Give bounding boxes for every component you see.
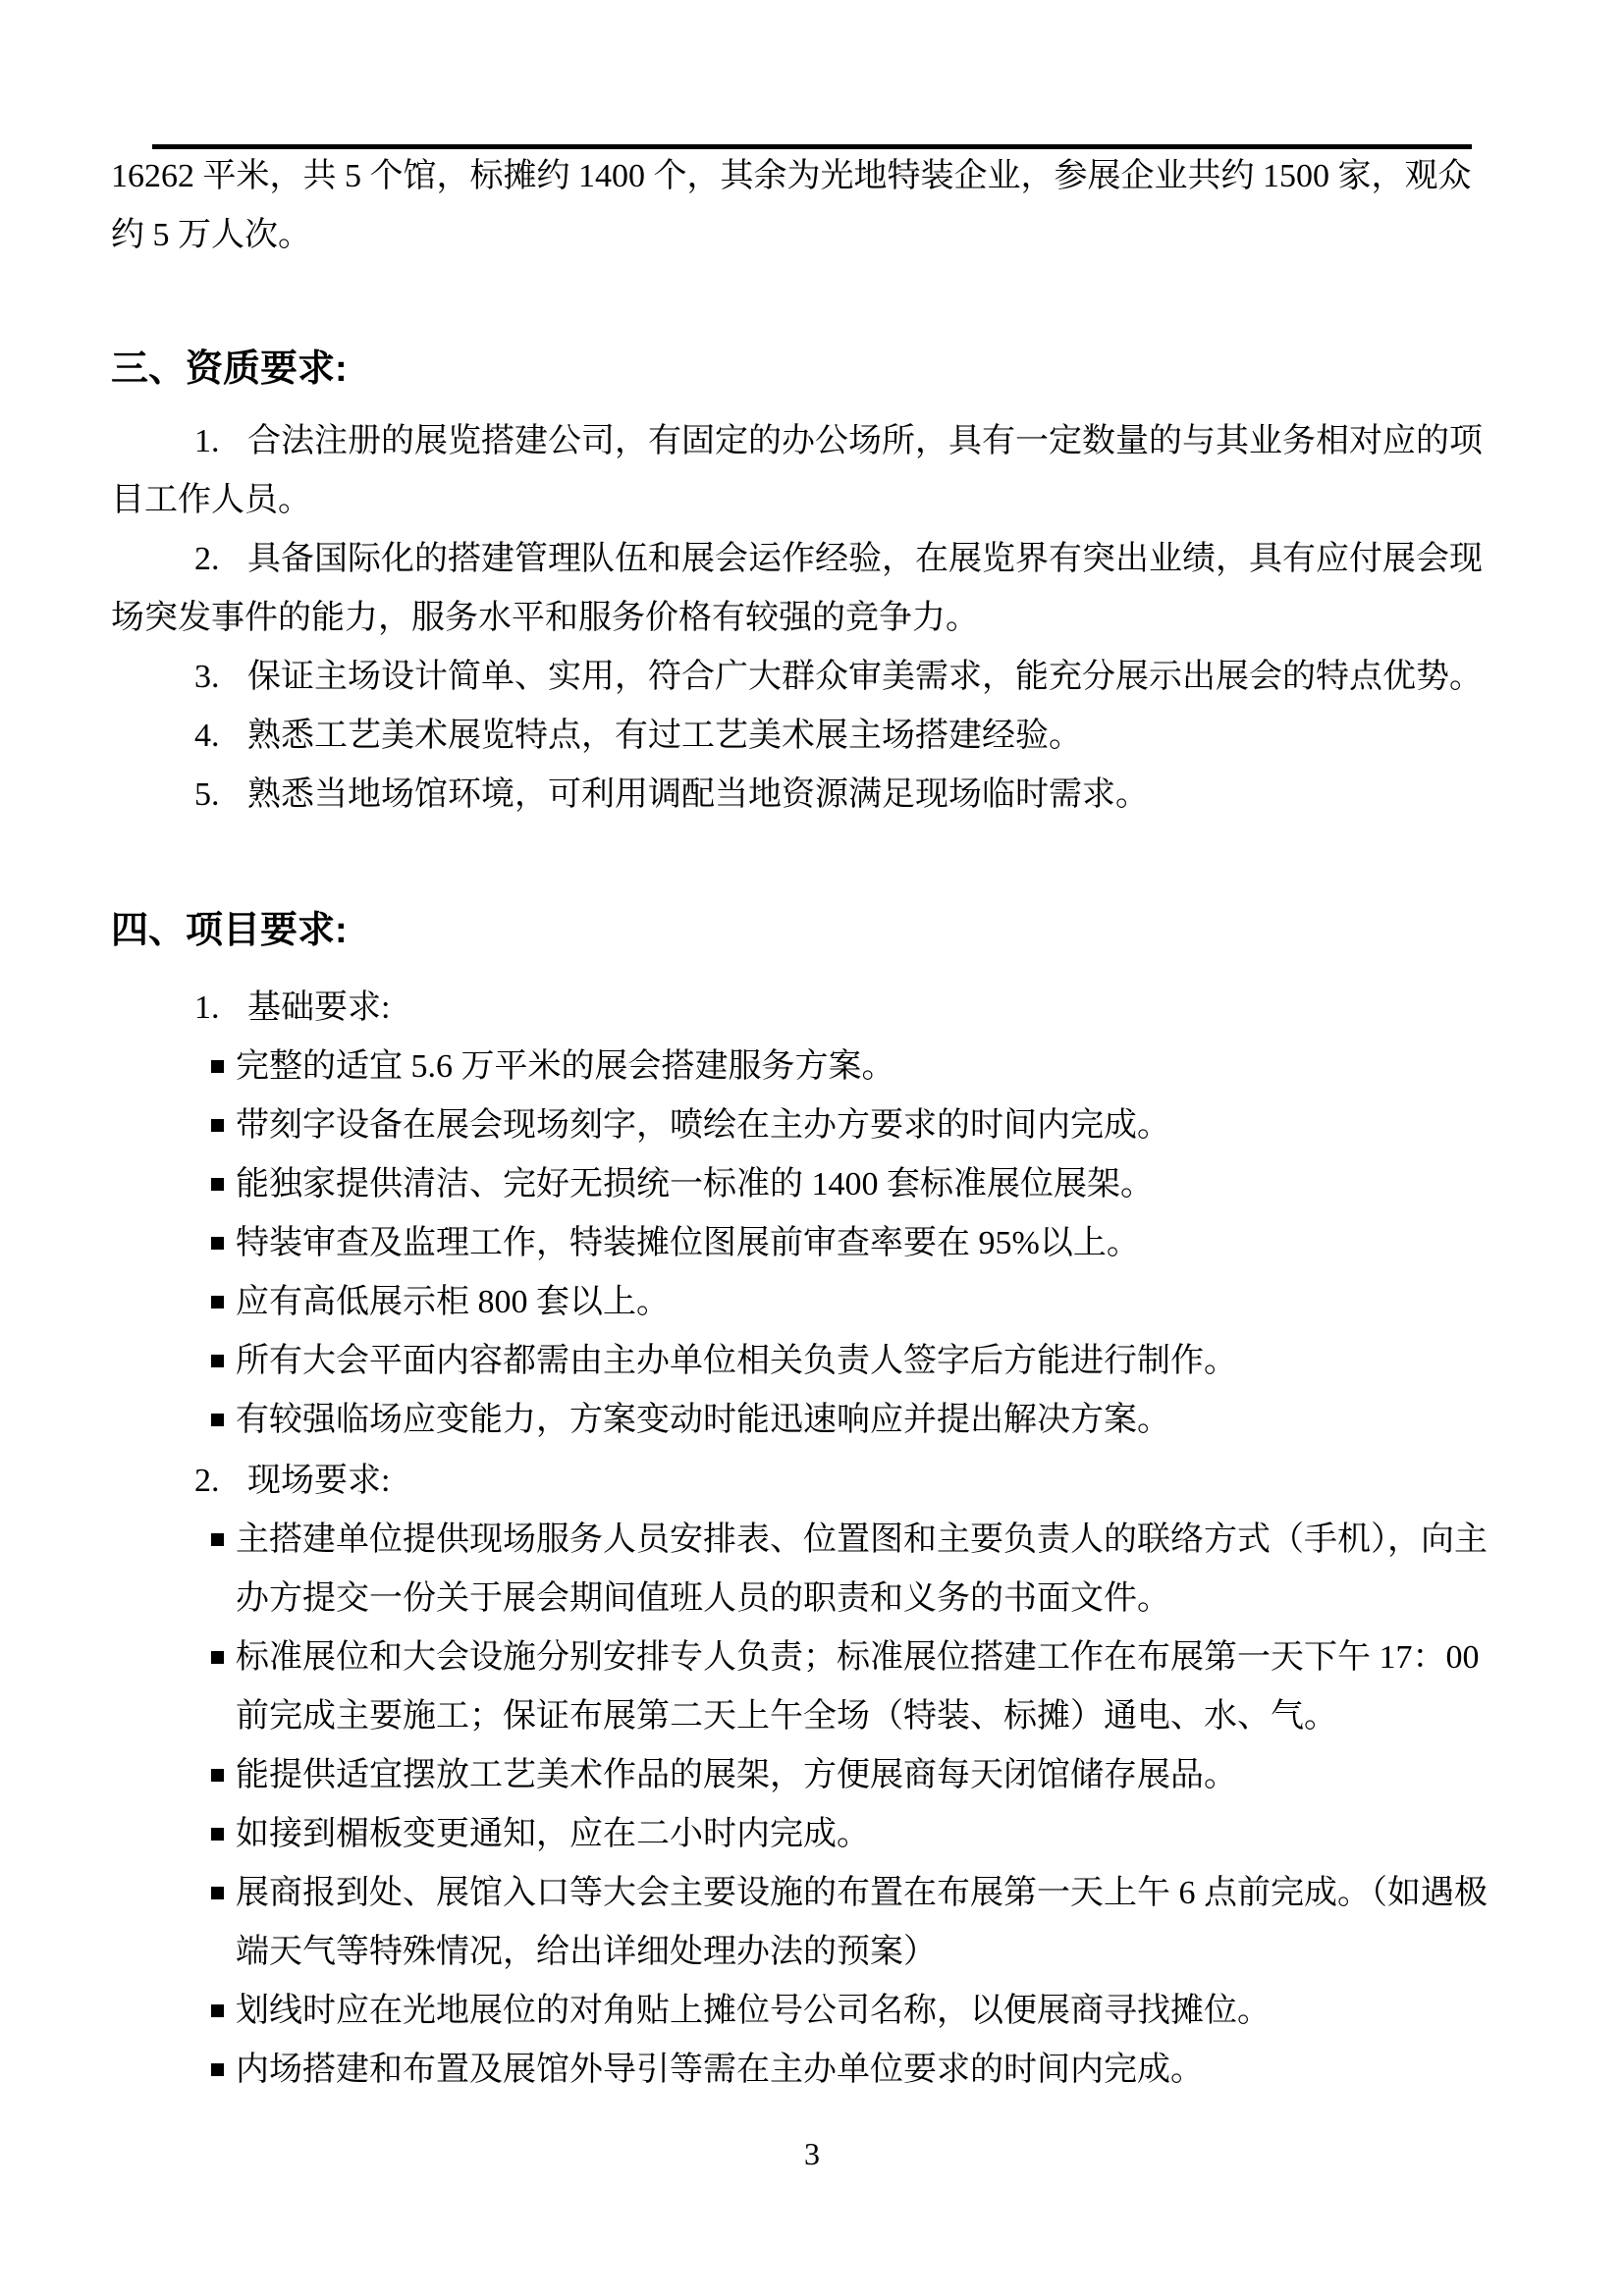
bullet-item [111, 1038, 1525, 1096]
bullet-square-icon [211, 2004, 224, 2017]
bullet-text: 划线时应在光地展位的对角贴上摊位号公司名称，以便展商寻找摊位。 [236, 1993, 1271, 2029]
bullet-line: 前完成主要施工；保证布展第二天上午全场（特装、标摊）通电、水、气。 [236, 1698, 1337, 1735]
bullet-text: 带刻字设备在展会现场刻字，喷绘在主办方要求的时间内完成。 [236, 1107, 1170, 1144]
bullet-square-icon [211, 1296, 224, 1308]
section-heading-qualifications: 三、资质要求: [111, 348, 348, 390]
item-text: 具备国际化的搭建管理队伍和展会运作经验，在展览界有突出业绩，具有应付展会现 [247, 541, 1483, 577]
bullet-text: 能独家提供清洁、完好无损统一标准的 1400 套标准展位展架。 [236, 1166, 1154, 1202]
item-number: 1. [194, 423, 220, 459]
subsection-title-onsite [111, 1452, 1525, 1511]
list-item-line: 场突发事件的能力，服务水平和服务价格有较强的竞争力。 [111, 600, 979, 636]
bullet-item [111, 1096, 1525, 1155]
bullet-text: 主搭建单位提供现场服务人员安排表、位置图和主要负责人的联络方式（手机），向主 [236, 1522, 1488, 1558]
list-item [111, 412, 1525, 530]
page-content [111, 147, 1525, 2100]
bullet-text: 完整的适宜 5.6 万平米的展会搭建服务方案。 [236, 1048, 895, 1085]
bullet-square-icon [211, 1355, 224, 1367]
bullet-square-icon [211, 1887, 224, 1899]
bullet-line [111, 1273, 1525, 1332]
bullet-line [111, 1511, 1525, 1570]
item-text: 保证主场设计简单、实用，符合广大群众审美需求，能充分展示出展会的特点优势。 [247, 659, 1483, 695]
page-number: 3 [804, 2136, 820, 2171]
list-item [111, 766, 1525, 825]
list-item [111, 707, 1525, 766]
bullet-item [111, 1982, 1525, 2041]
bullet-square-icon [211, 1119, 224, 1132]
bullet-text: 特装审查及监理工作，特装摊位图展前审查率要在 95%以上。 [236, 1225, 1140, 1261]
bullet-text: 能提供适宜摆放工艺美术作品的展架，方便展商每天闭馆储存展品。 [236, 1757, 1237, 1793]
bullet-item [111, 1273, 1525, 1332]
bullet-item [111, 1629, 1525, 1746]
bullet-square-icon [211, 2063, 224, 2076]
bullet-line: 端天气等特殊情况，给出详细处理办法的预案） [236, 1934, 937, 1970]
bullet-item [111, 1805, 1525, 1864]
bullet-text: 所有大会平面内容都需由主办单位相关负责人签字后方能进行制作。 [236, 1343, 1237, 1379]
subsection-number: 1. [194, 989, 220, 1026]
item-text: 合法注册的展览搭建公司，有固定的办公场所，具有一定数量的与其业务相对应的项 [247, 423, 1483, 459]
bullet-item [111, 1391, 1525, 1450]
paragraph-line: 16262 平米，共 5 个馆，标摊约 1400 个，其余为光地特装企业，参展企业共约 1500 家，观众 [111, 158, 1472, 194]
bullet-item [111, 1214, 1525, 1273]
subsection-number: 2. [194, 1463, 220, 1499]
bullet-item [111, 1746, 1525, 1805]
list-item-line [111, 530, 1525, 589]
bullet-item [111, 1332, 1525, 1391]
bullet-item [111, 1155, 1525, 1214]
item-text: 熟悉当地场馆环境，可利用调配当地资源满足现场临时需求。 [247, 776, 1149, 813]
bullet-text: 如接到楣板变更通知，应在二小时内完成。 [236, 1816, 870, 1852]
bullet-line [111, 1982, 1525, 2041]
bullet-line [111, 1038, 1525, 1096]
bullet-line: 办方提交一份关于展会期间值班人员的职责和义务的书面文件。 [236, 1580, 1170, 1617]
bullet-square-icon [211, 1178, 224, 1191]
bullet-text: 应有高低展示柜 800 套以上。 [236, 1284, 670, 1320]
bullet-line [111, 1746, 1525, 1805]
item-number: 2. [194, 541, 220, 577]
bullet-square-icon [211, 1828, 224, 1841]
bullet-item [111, 1511, 1525, 1629]
list-item-line [111, 648, 1525, 707]
bullet-text: 展商报到处、展馆入口等大会主要设施的布置在布展第一天上午 6 点前完成。（如遇极 [236, 1875, 1488, 1911]
subsection-title-text: 基础要求: [247, 989, 391, 1026]
bullet-line [111, 1096, 1525, 1155]
item-number: 4. [194, 718, 220, 754]
bullet-square-icon [211, 1651, 224, 1664]
list-item-line [111, 412, 1525, 471]
bullet-text: 内场搭建和布置及展馆外导引等需在主办单位要求的时间内完成。 [236, 2052, 1204, 2088]
bullet-text: 标准展位和大会设施分别安排专人负责；标准展位搭建工作在布展第一天下午 17：00 [236, 1639, 1480, 1676]
list-item [111, 530, 1525, 648]
list-item-line [111, 707, 1525, 766]
bullet-square-icon [211, 1769, 224, 1782]
bullet-square-icon [211, 1414, 224, 1426]
paragraph-line: 约 5 万人次。 [111, 217, 311, 253]
bullet-line [111, 1629, 1525, 1687]
list-item-line: 目工作人员。 [111, 482, 311, 518]
bullet-line [111, 2041, 1525, 2100]
bullet-line [111, 1155, 1525, 1214]
subsection-title-text: 现场要求: [247, 1463, 391, 1499]
list-item [111, 648, 1525, 707]
bullet-square-icon [211, 1237, 224, 1250]
bullet-square-icon [211, 1533, 224, 1546]
bullet-item [111, 1864, 1525, 1982]
list-item-line [111, 766, 1525, 825]
qualification-list [111, 412, 1525, 825]
item-number: 5. [194, 776, 220, 813]
subsection-title-basic [111, 979, 1525, 1038]
bullet-line [111, 1332, 1525, 1391]
bullet-square-icon [211, 1060, 224, 1073]
section-heading-project-requirements: 四、项目要求: [111, 910, 348, 951]
bullet-list-basic [111, 1038, 1525, 1450]
bullet-line [111, 1805, 1525, 1864]
bullet-line [111, 1391, 1525, 1450]
item-text: 熟悉工艺美术展览特点，有过工艺美术展主场搭建经验。 [247, 718, 1082, 754]
bullet-list-onsite [111, 1511, 1525, 2100]
bullet-line [111, 1864, 1525, 1923]
item-number: 3. [194, 659, 220, 695]
bullet-text: 有较强临场应变能力，方案变动时能迅速响应并提出解决方案。 [236, 1402, 1170, 1438]
bullet-line [111, 1214, 1525, 1273]
bullet-item [111, 2041, 1525, 2100]
